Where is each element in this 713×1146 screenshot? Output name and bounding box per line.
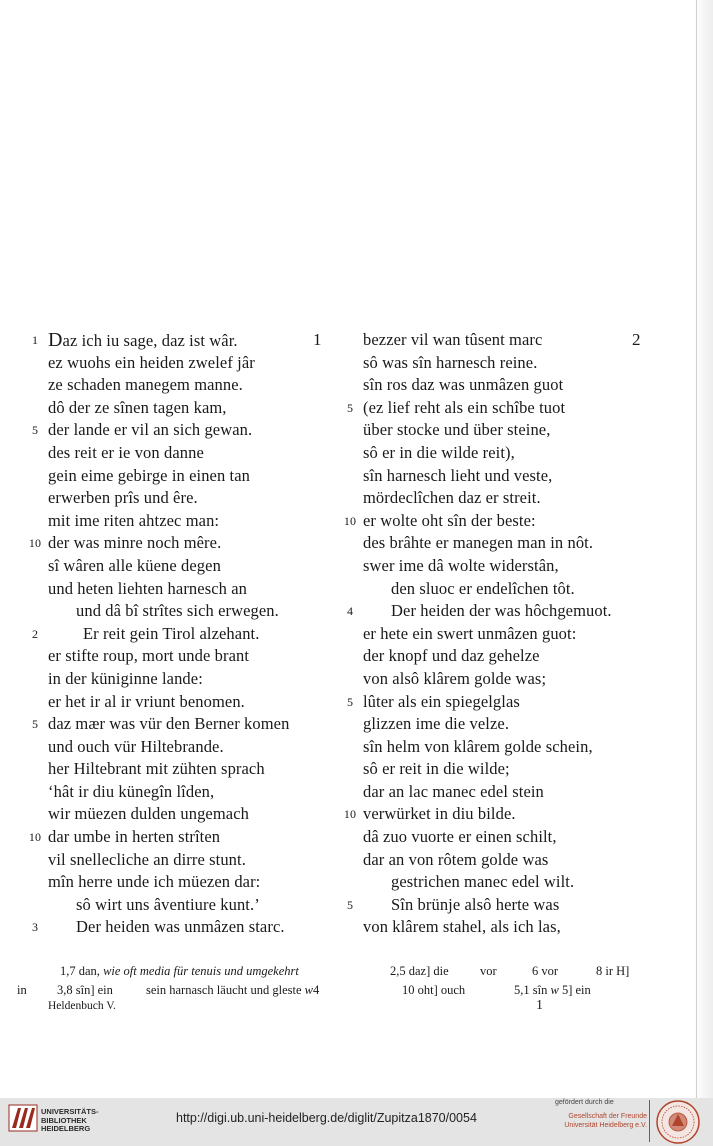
verse-line: [343, 510, 668, 533]
verse-line: [343, 916, 668, 939]
footnote-1-7: 1,7 dan, wie oft media für tenuis und umgekehrt: [60, 964, 299, 978]
verse-number: 5: [31, 717, 39, 732]
verse-line: [343, 668, 668, 691]
verse-line: [343, 532, 668, 555]
verse-text: sîn helm von klârem golde schein,: [363, 736, 593, 756]
verse-line: [28, 894, 348, 917]
verse-line: [28, 713, 348, 736]
sponsor-divider: [649, 1100, 650, 1142]
verse-text: dar umbe in herten strîten: [48, 827, 221, 847]
verse-text: dô der ze sînen tagen kam,: [48, 397, 227, 417]
verse-line: [28, 465, 348, 488]
verse-line: [28, 826, 348, 849]
verse-text: lûter als ein spiegelglas: [363, 691, 520, 711]
footnote-5-1: 5,1 sîn w 5] ein: [514, 983, 591, 997]
verse-line: [343, 578, 668, 601]
verse-text: und dâ bî strîtes sich erwegen.: [76, 601, 279, 621]
verse-text: Er reit gein Tirol alzehant.: [83, 623, 260, 643]
sponsor-prefix: gefördert durch die: [555, 1099, 614, 1106]
verse-text: den sluoc er endelîchen tôt.: [391, 578, 575, 598]
page-marker-left: 1: [313, 330, 322, 349]
verse-text: dar an lac manec edel stein: [363, 781, 544, 801]
verse-line: [28, 442, 348, 465]
verse-text: mit ime riten ahtzec man:: [48, 510, 220, 530]
verse-line: [343, 329, 668, 352]
verse-number: 10: [343, 807, 357, 822]
verse-line: [343, 781, 668, 804]
verse-line: [343, 600, 668, 623]
verse-number: 5: [346, 400, 354, 415]
verse-line: [28, 803, 348, 826]
verse-text: und heten liehten harnesch an: [48, 578, 247, 598]
verse-number: 10: [28, 536, 42, 551]
verse-line: [343, 713, 668, 736]
right-verse-column: [343, 329, 668, 939]
verse-text: sô wirt uns âventiure kunt.’: [76, 894, 260, 914]
verse-number: 10: [343, 513, 357, 528]
verse-text: mîn herre unde ich müezen dar:: [48, 872, 261, 892]
verse-text: der knopf und daz gehelze: [363, 646, 540, 666]
source-url[interactable]: http://digi.ub.uni-heidelberg.de/diglit/Zupitza1870/0054: [176, 1111, 477, 1125]
verse-text: ze schaden manegem manne.: [48, 375, 243, 395]
footnotes: [17, 962, 697, 1000]
verse-line: [28, 849, 348, 872]
verse-text: und ouch vür Hiltebrande.: [48, 736, 224, 756]
verse-line: [343, 691, 668, 714]
verse-line: [28, 691, 348, 714]
verse-line: [28, 623, 348, 646]
verse-line: [28, 916, 348, 939]
verse-text: dar an von rôtem golde was: [363, 849, 549, 869]
verse-number: 5: [346, 897, 354, 912]
verse-text: ‘hât ir diu künegîn lîden,: [48, 781, 215, 801]
verse-line: [28, 871, 348, 894]
verse-line: [28, 352, 348, 375]
verse-text: glizzen ime die velze.: [363, 714, 510, 734]
verse-text: sî wâren alle küene degen: [48, 555, 221, 575]
verse-text: ez wuohs ein heiden zwelef jâr: [48, 352, 255, 372]
verse-text: er stifte roup, mort unde brant: [48, 646, 250, 666]
verse-line: [343, 736, 668, 759]
verse-text: Daz ich iu sage, daz ist wâr.: [48, 329, 238, 351]
footnote-2-5: 2,5 daz] die: [390, 964, 449, 978]
verse-text: von klârem stahel, als ich las,: [363, 917, 561, 937]
verse-text: sô er in die wilde reit),: [363, 442, 515, 462]
signature-mark: 1: [536, 998, 543, 1013]
verse-text: der lande er vil an sich gewan.: [48, 420, 253, 440]
verse-line: [343, 352, 668, 375]
verse-line: [343, 419, 668, 442]
verse-line: [343, 894, 668, 917]
verse-number: 10: [28, 830, 42, 845]
verse-line: [343, 826, 668, 849]
verse-text: bezzer vil wan tûsent marc: [363, 330, 543, 349]
verse-line: [343, 803, 668, 826]
verse-text: mördeclîchen daz er streit.: [363, 488, 541, 508]
verse-text: von alsô klârem golde was;: [363, 668, 547, 688]
verse-text: sîn harnesch lieht und veste,: [363, 465, 553, 485]
verse-number: 3: [31, 920, 39, 935]
verse-text: vil snellecliche an dirre stunt.: [48, 849, 246, 869]
verse-line: [28, 487, 348, 510]
verse-text: dâ zuo vuorte er einen schilt,: [363, 827, 557, 847]
verse-line: [28, 555, 348, 578]
verse-text: Der heiden der was hôchgemuot.: [391, 601, 612, 621]
verse-text: des reit er ie von danne: [48, 442, 204, 462]
footnote-in: in: [17, 983, 27, 997]
verse-line: [343, 555, 668, 578]
verse-line: [343, 871, 668, 894]
verse-text: in der küniginne lande:: [48, 668, 203, 688]
verse-line: [28, 329, 348, 352]
footnote-line-1: [17, 962, 697, 981]
verse-text: er wolte oht sîn der beste:: [363, 510, 536, 530]
verse-line: [28, 419, 348, 442]
verse-line: [343, 645, 668, 668]
verse-number: 1: [31, 333, 39, 347]
verse-text: sîn ros daz was unmâzen guot: [363, 375, 564, 395]
verse-text: Sîn brünje alsô herte was: [391, 894, 560, 914]
footnote-10: 10 oht] ouch: [402, 983, 466, 997]
verse-text: gestrichen manec edel wilt.: [391, 872, 575, 892]
verse-line: [28, 374, 348, 397]
footnote-sein-harnasch: sein harnasch läucht und gleste w4: [146, 983, 320, 997]
verse-number: 4: [346, 604, 354, 619]
verse-text: wir müezen dulden ungemach: [48, 804, 249, 824]
verse-line: [28, 578, 348, 601]
verse-line: [28, 532, 348, 555]
verse-line: [343, 487, 668, 510]
verse-line: [343, 397, 668, 420]
footnote-3-8: 3,8 sîn] ein: [57, 983, 113, 997]
verse-line: [343, 465, 668, 488]
verse-line: [343, 623, 668, 646]
library-name: UNIVERSITÄTS- BIBLIOTHEK HEIDELBERG: [41, 1107, 99, 1133]
verse-text: er het ir al ir vriunt benomen.: [48, 691, 245, 711]
verse-line: [28, 781, 348, 804]
page-edge-line: [696, 0, 697, 1098]
verse-text: erwerben prîs und êre.: [48, 488, 198, 508]
verse-line: [343, 758, 668, 781]
verse-text: sô er reit in die wilde;: [363, 759, 510, 779]
footnote-6: 6 vor: [532, 964, 559, 978]
verse-text: der was minre noch mêre.: [48, 533, 222, 553]
footnote-8: 8 ir H]: [596, 964, 630, 978]
verse-text: des brâhte er manegen man in nôt.: [363, 533, 594, 553]
footnote-vor: vor: [480, 964, 497, 978]
verse-text: er hete ein swert unmâzen guot:: [363, 623, 577, 643]
verse-line: [28, 600, 348, 623]
verse-line: [28, 668, 348, 691]
book-title: Heldenbuch V.: [48, 1000, 116, 1012]
page-marker-right: 2: [632, 330, 641, 349]
verse-text: Der heiden was unmâzen starc.: [76, 917, 285, 937]
verse-number: 2: [31, 626, 39, 641]
verse-line: [343, 849, 668, 872]
sponsor-seal-icon: [655, 1099, 701, 1145]
verse-line: [343, 374, 668, 397]
verse-text: daz mær was vür den Berner komen: [48, 714, 290, 734]
verse-text: gein eime gebirge in einen tan: [48, 465, 250, 485]
verse-line: [28, 758, 348, 781]
verse-number: 5: [346, 694, 354, 709]
verse-line: [28, 397, 348, 420]
footnote-line-2: [17, 981, 697, 1000]
verse-number: 5: [31, 423, 39, 438]
left-verse-column: [28, 329, 348, 939]
verse-line: [28, 645, 348, 668]
verse-text: sô was sîn harnesch reine.: [363, 352, 538, 372]
verse-text: über stocke und über steine,: [363, 420, 551, 440]
verse-text: verwürket in diu bilde.: [363, 804, 516, 824]
verse-text: swer ime dâ wolte widerstân,: [363, 555, 559, 575]
sponsor-name: Gesellschaft der Freunde Universität Heidelberg e.V.: [564, 1113, 647, 1129]
verse-line: [28, 510, 348, 533]
verse-text: (ez lief reht als ein schîbe tuot: [363, 397, 566, 417]
library-logo-icon: [8, 1102, 38, 1132]
verse-line: [28, 736, 348, 759]
verse-line: [343, 442, 668, 465]
verse-text: her Hiltebrant mit zühten sprach: [48, 759, 265, 779]
